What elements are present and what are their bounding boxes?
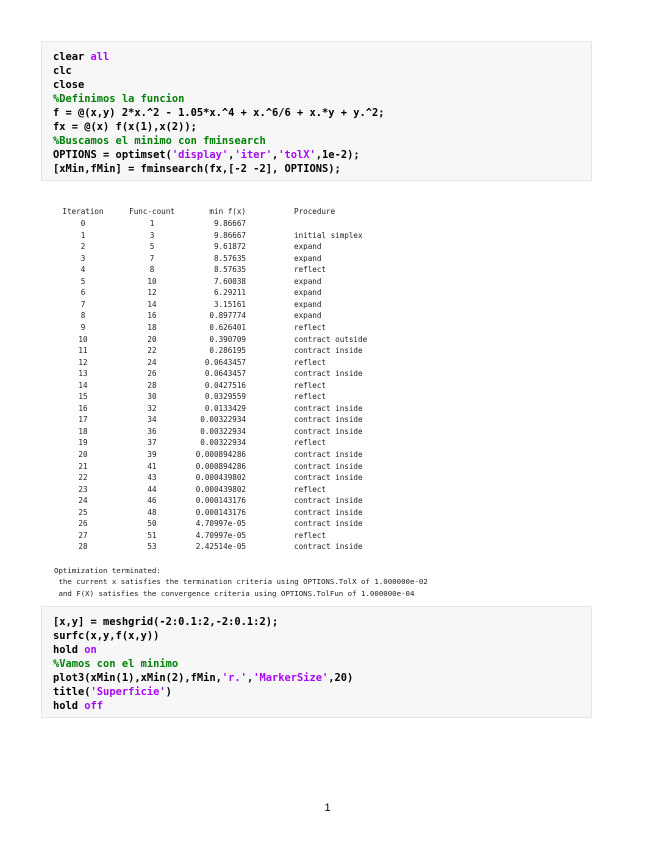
cell-func-count: 44 [147,484,157,494]
cell-iteration: 8 [80,311,86,321]
cell-procedure: contract inside [294,346,363,356]
cell-procedure: reflect [294,380,327,390]
script-token: [xMin,fMin] = fminsearch(fx,[-2 -2], OPTIONS); [53,163,341,175]
cell-iteration: 5 [80,276,86,286]
cell-min-f: 9.86667 [213,230,246,240]
cell-min-f: 7.60038 [213,276,246,286]
cell-func-count: 36 [147,426,157,436]
header-func-count: Func-count [129,207,175,216]
cell-iteration: 25 [78,507,88,517]
cell-procedure: expand [294,299,322,309]
cell-func-count: 53 [147,542,157,552]
script-token: , [271,149,279,161]
code-block-plot [41,606,592,718]
script-token: close [53,79,85,91]
plot-script-token: ) [165,686,172,698]
script-token: all [90,51,110,63]
cell-min-f: 0.626401 [209,322,246,332]
cell-iteration: 4 [80,265,86,275]
cell-min-f: 0.0427516 [204,380,246,390]
cell-func-count: 37 [147,438,157,448]
script-token: 'display' [171,149,229,161]
cell-min-f: 0.00322934 [200,426,246,436]
header-procedure: Procedure [294,207,336,216]
cell-procedure: expand [294,242,322,252]
cell-procedure: expand [294,288,322,298]
cell-func-count: 30 [147,392,157,402]
cell-min-f: 0.0643457 [204,369,246,379]
plot-script-token: surfc(x,y,f(x,y)) [53,630,160,642]
cell-procedure: contract inside [294,496,363,506]
cell-min-f: 8.57635 [213,253,246,263]
cell-iteration: 16 [78,403,88,413]
cell-iteration: 23 [78,484,88,494]
cell-func-count: 7 [149,253,155,263]
cell-procedure: contract inside [294,473,363,483]
cell-procedure: contract inside [294,461,363,471]
cell-procedure: reflect [294,265,327,275]
cell-procedure: reflect [294,357,327,367]
cell-min-f: 0.0133429 [204,403,246,413]
cell-procedure: reflect [294,484,327,494]
script-token: clc [53,65,72,77]
cell-min-f: 6.29211 [213,288,246,298]
cell-iteration: 14 [78,380,88,390]
cell-func-count: 8 [149,265,155,275]
cell-func-count: 10 [147,276,157,286]
cell-procedure: contract inside [294,507,363,517]
cell-iteration: 13 [78,369,88,379]
plot-script-token: off [84,700,104,712]
optimization-message-line: Optimization terminated: [54,566,161,575]
cell-func-count: 14 [147,299,157,309]
cell-iteration: 0 [80,219,86,228]
cell-min-f: 0.0329559 [204,392,246,402]
cell-iteration: 3 [80,253,86,263]
script-token: %Definimos la funcion [53,93,185,105]
cell-func-count: 3 [149,230,155,240]
script-token: ,1e-2); [315,149,360,161]
cell-procedure: reflect [294,392,327,402]
cell-func-count: 22 [147,346,157,356]
cell-iteration: 2 [80,242,86,252]
cell-func-count: 18 [147,322,157,332]
cell-iteration: 7 [80,299,86,309]
cell-func-count: 41 [147,461,157,471]
optimization-message-line: and F(X) satisfies the convergence criteria using OPTIONS.TolFun of 1.000000e-04 [54,589,415,598]
plot-script-line [53,699,580,713]
cell-iteration: 20 [78,450,88,459]
cell-min-f: 8.57635 [213,265,246,275]
cell-procedure: contract inside [294,519,363,529]
cell-iteration: 19 [78,438,88,448]
plot-script-line [53,643,580,657]
cell-func-count: 51 [147,530,157,540]
header-min-f: min f(x) [209,207,246,216]
script-token: OPTIONS = optimset( [53,149,172,161]
cell-procedure: reflect [294,438,327,448]
script-token: , [228,149,235,161]
cell-min-f: 2.42514e-05 [195,542,246,552]
cell-iteration: 22 [78,473,88,483]
cell-iteration: 6 [80,288,86,298]
cell-min-f: 9.86667 [213,219,246,228]
cell-procedure: contract inside [294,542,363,552]
cell-min-f: 0.897774 [209,311,246,321]
cell-func-count: 34 [147,415,157,425]
cell-iteration: 24 [78,496,88,506]
cell-iteration: 26 [78,519,88,529]
cell-min-f: 0.000143176 [195,496,246,506]
cell-procedure: expand [294,276,322,286]
cell-func-count: 5 [149,242,155,252]
plot-script-token: ,20) [328,672,354,684]
cell-min-f: 4.70997e-05 [195,530,246,540]
script-token: 'tolX' [278,149,316,161]
cell-procedure: contract inside [294,415,363,425]
cell-min-f: 0.000439802 [195,473,246,483]
script-token: %Buscamos el minimo con fminsearch [53,135,266,147]
cell-iteration: 21 [78,461,88,471]
cell-min-f: 0.390709 [209,334,246,344]
cell-func-count: 12 [147,288,157,298]
cell-min-f: 9.61872 [213,242,246,252]
cell-min-f: 4.70997e-05 [195,519,246,529]
plot-script-line [53,657,580,671]
cell-iteration: 15 [78,392,88,402]
plot-script-token: %Vamos con el minimo [53,658,179,670]
script-token: fx = @(x) f(x(1),x(2)); [53,121,197,133]
optimization-message-line: the current x satisfies the termination criteria using OPTIONS.TolX of 1.000000e-02 [54,577,428,586]
cell-iteration: 11 [78,346,88,356]
plot-script-token: plot3(xMin(1),xMin(2),fMin, [53,672,222,684]
cell-iteration: 10 [78,334,88,344]
cell-func-count: 24 [147,357,157,367]
cell-iteration: 17 [78,415,88,425]
cell-func-count: 48 [147,507,157,517]
script-token: 'iter' [234,149,272,161]
cell-min-f: 0.00322934 [200,438,246,448]
cell-iteration: 18 [78,426,88,436]
cell-procedure: reflect [294,530,327,540]
page-number: 1 [324,802,331,814]
plot-script-token: title( [53,686,91,698]
cell-iteration: 27 [78,530,88,540]
plot-script-token: on [84,644,97,656]
cell-min-f: 0.286195 [209,346,246,356]
cell-procedure: contract outside [294,334,368,344]
cell-func-count: 20 [147,334,157,344]
script-token: clear [53,51,91,63]
plot-script-token: 'MarkerSize' [253,672,329,684]
cell-func-count: 16 [147,311,157,321]
cell-func-count: 26 [147,369,157,379]
cell-func-count: 28 [147,380,157,390]
plot-script-line [53,671,580,685]
cell-func-count: 50 [147,519,157,529]
cell-procedure: reflect [294,322,327,332]
header-iteration: Iteration [62,207,104,216]
cell-procedure: contract inside [294,450,363,459]
plot-script-token: , [246,672,254,684]
cell-func-count: 39 [147,450,157,459]
cell-procedure: contract inside [294,426,363,436]
cell-min-f: 0.000894286 [195,450,246,459]
cell-procedure: expand [294,253,322,263]
cell-procedure: contract inside [294,369,363,379]
cell-min-f: 0.000439802 [195,484,246,494]
cell-min-f: 0.00322934 [200,415,246,425]
cell-func-count: 46 [147,496,157,506]
cell-min-f: 3.15161 [213,299,246,309]
plot-script-line [53,685,580,699]
plot-script-token: hold [53,700,85,712]
cell-procedure: expand [294,311,322,321]
plot-script-token: [x,y] = meshgrid(-2:0.1:2,-2:0.1:2); [53,616,279,628]
cell-min-f: 0.000894286 [195,461,246,471]
cell-func-count: 43 [147,473,157,483]
cell-iteration: 12 [78,357,88,367]
cell-iteration: 9 [80,322,86,332]
cell-func-count: 1 [149,219,155,228]
plot-script-token: hold [53,644,85,656]
cell-procedure: contract inside [294,403,363,413]
cell-func-count: 32 [147,403,157,413]
cell-min-f: 0.0643457 [204,357,246,367]
plot-script-token: 'r.' [221,672,247,684]
cell-iteration: 28 [78,542,88,552]
cell-procedure: initial simplex [294,230,363,240]
cell-min-f: 0.000143176 [195,507,246,517]
plot-script-line [53,629,580,643]
script-token: f = @(x,y) 2*x.^2 - 1.05*x.^4 + x.^6/6 + x.*y + y.^2; [53,107,385,119]
plot-script-token: 'Superficie' [90,686,166,698]
cell-iteration: 1 [80,230,86,240]
plot-script-line [53,615,580,629]
